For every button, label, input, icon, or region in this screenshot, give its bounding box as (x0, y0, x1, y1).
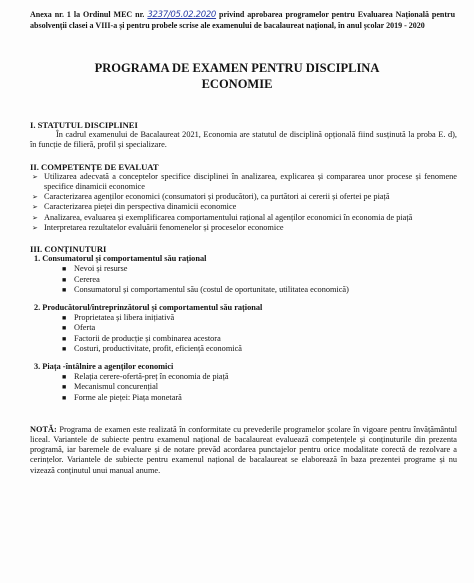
exam-note (30, 425, 457, 476)
bullet-icon: ■ (62, 383, 67, 392)
bullet-icon: ➢ (32, 223, 38, 232)
section-2-heading: II. COMPETENȚE DE EVALUAT (30, 161, 159, 172)
list-item: ➢ Interpretarea rezultatelor evaluării fenomenelor și proceselor economice (32, 222, 284, 232)
title-line-2: ECONOMIE (201, 77, 273, 91)
header-description: privind aprobarea programelor pentru Evaluarea Națională pentru absolvenții clasei a VIII-a și pentru probele scrise ale examenului de bacalaureat național, în anul școlar 2019 - 2020 (30, 10, 456, 30)
bullet-icon: ➢ (32, 213, 38, 222)
section-1-text: În cadrul examenului de Bacalaureat 2021, Economia are statutul de disciplină opțională fiind susținută la proba E. d), în funcție de filieră, profil și specializare. (30, 130, 457, 150)
section-3-heading: III. CONȚINUTURI (30, 244, 107, 255)
list-item: ■ Forme ale pieței: Piața monetară (62, 392, 182, 402)
subsection-3-list (30, 372, 457, 403)
title-line-1: PROGRAMA DE EXAMEN PENTRU DISCIPLINA (94, 61, 380, 75)
subsection-3-heading: 3. Piața -întâlnire a agenților economici (34, 362, 174, 372)
bullet-icon: ■ (62, 373, 67, 382)
list-item: ➢ Caracterizarea pieței din perspectiva dinamicii economice (32, 202, 237, 212)
note-text: Programa de examen este realizată în conformitate cu prevederile programelor școlare în vigoare pentru învățământul liceal. Variantele de subiecte pentru examenul național de bacalaureat evaluează competențele și conținuturile din prezenta programă, iar baremele de evaluare și de notare prevăd acordarea punctajelor pentru orice modalitate corectă de rezolvare a cerințelor. Variantele de subiecte pentru examenul național de bacalaureat se elaborează în baza prezentei programe și nu vizează conținutul unui manual anume. (30, 424, 457, 475)
bullet-icon: ■ (62, 275, 67, 284)
bullet-icon: ➢ (32, 193, 38, 202)
bullet-icon: ■ (62, 265, 67, 274)
list-item: ■ Costuri, productivitate, profit, eficiență economică (62, 343, 242, 353)
bullet-icon: ➢ (32, 172, 38, 181)
bullet-icon: ■ (62, 393, 67, 402)
bullet-icon: ■ (62, 344, 67, 353)
bullet-icon: ➢ (32, 203, 38, 212)
list-item: ➢ Caracterizarea agenților economici (consumatori și producători), ca purtători ai cererii și ofertei pe piață (32, 192, 390, 202)
document-header (30, 10, 455, 31)
subsection-1-heading: 1. Consumatorul și comportamentul său rațional (34, 254, 207, 264)
header-annex-ref: Anexa nr. 1 la Ordinul MEC nr. (30, 10, 145, 19)
list-item: ■ Relația cerere-ofertă-preț în economia de piață (62, 372, 229, 382)
document-body (30, 120, 457, 476)
list-item: ■ Oferta (62, 323, 96, 333)
subsection-2-list (30, 313, 457, 354)
bullet-icon: ■ (62, 324, 67, 333)
subsection-2-heading: 2. Producătorul/întreprinzătorul și comportamentul său rațional (34, 303, 263, 313)
handwritten-order-number: 3237/05.02.2020 (147, 10, 217, 20)
list-item: ■ Consumatorul și comportamentul său (costul de oportunitate, utilitatea economică) (62, 284, 349, 294)
competence-list (30, 172, 457, 233)
list-item: ➢ Analizarea, evaluarea și exemplificarea comportamentului rațional al agenților economici în economia de piață (32, 212, 413, 222)
section-1-heading: I. STATUTUL DISCIPLINEI (30, 120, 138, 130)
list-item: ➢ Utilizarea adecvată a conceptelor specifice disciplinei în analizarea, explicarea și compararea unor procese și fenomene specifice dinamicii economice (32, 171, 457, 192)
note-label: NOTĂ: (30, 424, 57, 434)
bullet-icon: ■ (62, 334, 67, 343)
page-title (0, 60, 474, 92)
list-item: ■ Factorii de producție și combinarea acestora (62, 333, 221, 343)
list-item: ■ Mecanismul concurențial (62, 382, 159, 392)
list-item: ■ Cererea (62, 274, 100, 284)
list-item: ■ Proprietatea și libera inițiativă (62, 313, 175, 323)
list-item: ■ Nevoi și resurse (62, 264, 128, 274)
subsection-1-list (30, 264, 457, 295)
bullet-icon: ■ (62, 314, 67, 323)
bullet-icon: ■ (62, 285, 67, 294)
